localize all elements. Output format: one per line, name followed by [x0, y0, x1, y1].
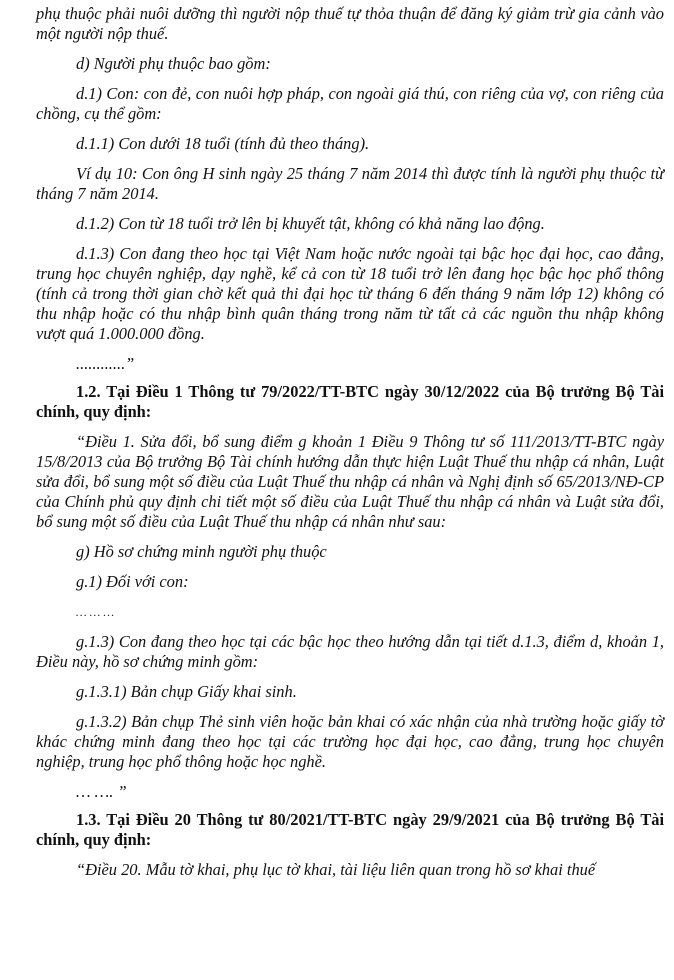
paragraph-d13: d.1.3) Con đang theo học tại Việt Nam hoặc nước ngoài tại bậc học đại học, cao đẳng, trung học chuyên nghiệp, dạy nghề, kể cả con từ 18 tuổi trở lên đang học bậc học phổ thông (tính cả trong thời gian chờ kết quả thi đại học từ tháng 6 đến tháng 9 năm lớp 12) không có thu nhập hoặc có thu nhập bình quân tháng trong năm từ tất cả các nguồn thu nhập không vượt quá 1.000.000 đồng.	[36, 244, 664, 343]
ellipsis-close-quote-2: … …. ”	[76, 782, 127, 801]
heading-1-2: 1.2. Tại Điều 1 Thông tư 79/2022/TT-BTC ngày 30/12/2022 của Bộ trưởng Bộ Tài chính, quy định:	[36, 382, 664, 421]
paragraph-g13: g.1.3) Con đang theo học tại các bậc học theo hướng dẫn tại tiết d.1.3, điểm d, khoản 1, Điều này, hồ sơ chứng minh gồm:	[36, 632, 664, 671]
paragraph-d1: d.1) Con: con đẻ, con nuôi hợp pháp, con ngoài giá thú, con riêng của vợ, con riêng của chồng, cụ thể gồm:	[36, 84, 664, 123]
paragraph-article-1: “Điều 1. Sửa đổi, bổ sung điểm g khoản 1 Điều 9 Thông tư số 111/2013/TT-BTC ngày 15/8/2013 của Bộ trưởng Bộ Tài chính hướng dẫn thực hiện Luật Thuế thu nhập cá nhân, Luật sửa đổi, bổ sung một số điều của Luật Thuế thu nhập cá nhân và Nghị định số 65/2013/NĐ-CP của Chính phủ quy định chi tiết một số điều của Luật Thuế thu nhập cá nhân và Luật sửa đổi, bổ sung một số điều của Luật Thuế thu nhập cá nhân như sau:	[36, 432, 664, 531]
paragraph-g: g) Hồ sơ chứng minh người phụ thuộc	[76, 542, 327, 561]
paragraph-d12: d.1.2) Con từ 18 tuổi trở lên bị khuyết tật, không có khả năng lao động.	[76, 214, 545, 233]
paragraph-g1: g.1) Đối với con:	[76, 572, 189, 591]
heading-1-3: 1.3. Tại Điều 20 Thông tư 80/2021/TT-BTC ngày 29/9/2021 của Bộ trưởng Bộ Tài chính, quy định:	[36, 810, 664, 849]
paragraph-example-10: Ví dụ 10: Con ông H sinh ngày 25 tháng 7 năm 2014 thì được tính là người phụ thuộc từ tháng 7 năm 2014.	[36, 164, 664, 203]
ellipsis-1: … … …	[76, 605, 115, 619]
paragraph-d: d) Người phụ thuộc bao gồm:	[76, 54, 271, 73]
paragraph-continuation: phụ thuộc phải nuôi dưỡng thì người nộp thuế tự thỏa thuận để đăng ký giảm trừ gia cảnh vào một người nộp thuế.	[36, 4, 664, 43]
ellipsis-close-quote-1: ............”	[76, 354, 135, 373]
paragraph-g131: g.1.3.1) Bản chụp Giấy khai sinh.	[76, 682, 297, 701]
paragraph-article-20: “Điều 20. Mẫu tờ khai, phụ lục tờ khai, tài liệu liên quan trong hồ sơ khai thuế	[76, 860, 596, 879]
paragraph-d11: d.1.1) Con dưới 18 tuổi (tính đủ theo tháng).	[76, 134, 370, 153]
paragraph-g132: g.1.3.2) Bản chụp Thẻ sinh viên hoặc bản khai có xác nhận của nhà trường hoặc giấy tờ khác chứng minh đang theo học tại các trường học đại học, cao đẳng, trung học chuyên nghiệp, trung học phổ thông hoặc học nghề.	[36, 712, 664, 771]
